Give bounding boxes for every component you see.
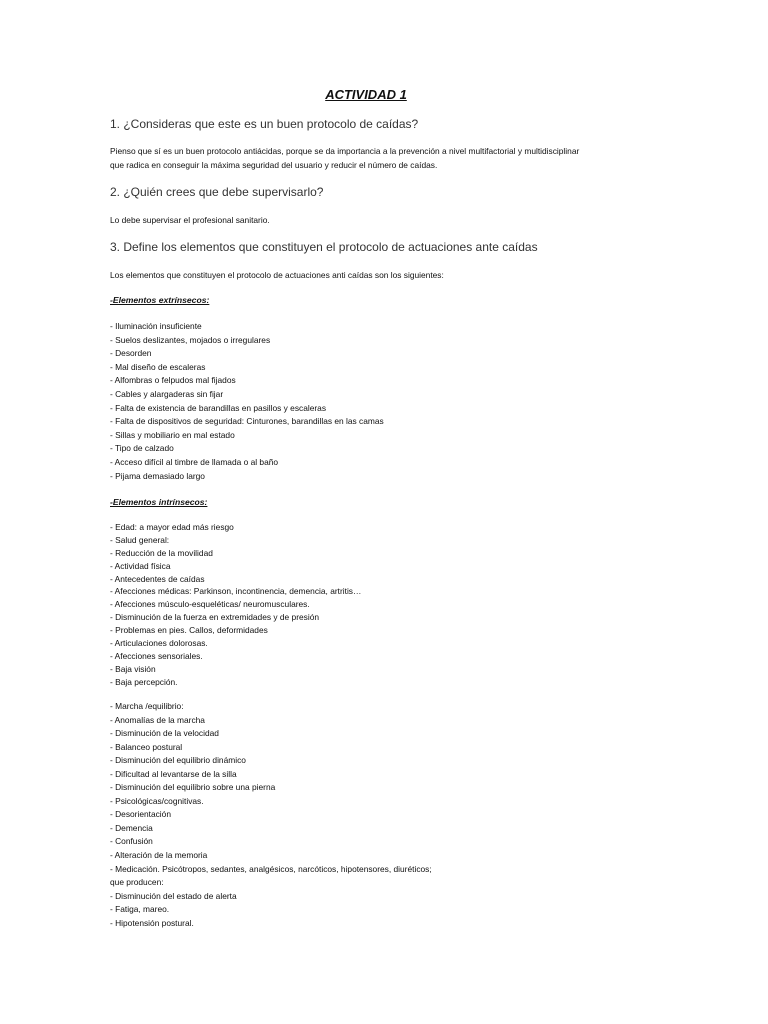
gait-item: que producen:: [110, 877, 164, 888]
gait-item: - Psicológicas/cognitivas.: [110, 795, 204, 806]
intrinsic-list: [110, 521, 361, 689]
extrinsic-item: - Iluminación insuficiente: [110, 321, 202, 331]
gait-item: - Disminución del equilibrio dinámico: [110, 755, 246, 766]
answer-3-intro: Los elementos que constituyen el protocolo de actuaciones anti caídas son los siguientes:: [110, 270, 444, 280]
intrinsic-item: - Afecciones médicas: Parkinson, incontinencia, demencia, artritis…: [110, 586, 362, 597]
intrinsic-item: - Articulaciones dolorosas.: [110, 638, 208, 649]
intrinsic-item: - Salud general:: [110, 534, 170, 545]
gait-item: - Alteración de la memoria: [110, 850, 208, 861]
question-1: 1. ¿Consideras que este es un buen protocolo de caídas?: [110, 117, 419, 131]
answer-1-line-1: Pienso que sí es un buen protocolo antiácidas, porque se da importancia a la prevención a nivel multifactorial y multidisciplinar: [110, 146, 580, 156]
intrinsic-item: - Afecciones músculo-esqueléticas/ neuromusculares.: [110, 599, 310, 610]
extrinsic-item: - Suelos deslizantes, mojados o irregulares: [110, 334, 271, 345]
gait-item: - Confusión: [110, 836, 153, 847]
intrinsic-heading: -Elementos intrínsecos:: [110, 497, 208, 507]
gait-item: - Disminución de la velocidad: [110, 728, 219, 739]
extrinsic-item: - Falta de dispositivos de seguridad: Cinturones, barandillas en las camas: [110, 416, 384, 427]
gait-list: [110, 700, 432, 930]
extrinsic-item: - Alfombras o felpudos mal fijados: [110, 375, 236, 386]
document-title: ACTIVIDAD 1: [325, 87, 407, 102]
extrinsic-list: [110, 320, 384, 483]
intrinsic-item: - Reducción de la movilidad: [110, 547, 213, 558]
gait-item: - Balanceo postural: [110, 741, 183, 752]
intrinsic-item: - Baja percepción.: [110, 676, 178, 687]
gait-item: - Marcha /equilibrio:: [110, 701, 184, 711]
intrinsic-item: - Disminución de la fuerza en extremidades y de presión: [110, 612, 320, 623]
gait-item: - Medicación. Psicótropos, sedantes, analgésicos, narcóticos, hipotensores, diuréticos;: [110, 863, 432, 874]
extrinsic-item: - Sillas y mobiliario en mal estado: [110, 429, 235, 440]
extrinsic-item: - Cables y alargaderas sin fijar: [110, 388, 224, 399]
gait-item: - Hipotensión postural.: [110, 917, 194, 928]
intrinsic-item: - Problemas en pies. Callos, deformidades: [110, 625, 268, 636]
extrinsic-item: - Pijama demasiado largo: [110, 470, 205, 481]
gait-item: - Disminución del equilibrio sobre una pierna: [110, 782, 276, 793]
extrinsic-item: - Tipo de calzado: [110, 443, 174, 454]
intrinsic-item: - Afecciones sensoriales.: [110, 650, 203, 661]
gait-item: - Desorientación: [110, 809, 171, 820]
extrinsic-item: - Desorden: [110, 348, 152, 359]
extrinsic-item: - Falta de existencia de barandillas en pasillos y escaleras: [110, 402, 327, 413]
extrinsic-heading: -Elementos extrínsecos:: [110, 295, 210, 305]
intrinsic-item: - Baja visión: [110, 663, 156, 674]
question-3: 3. Define los elementos que constituyen el protocolo de actuaciones ante caídas: [110, 240, 538, 254]
answer-2: Lo debe supervisar el profesional sanitario.: [110, 215, 270, 225]
gait-item: - Dificultad al levantarse de la silla: [110, 768, 237, 779]
answer-1-line-2: que radica en conseguir la máxima seguridad del usuario y reducir el número de caídas.: [110, 160, 438, 170]
question-2: 2. ¿Quién crees que debe supervisarlo?: [110, 185, 324, 199]
intrinsic-item: - Antecedentes de caídas: [110, 573, 205, 584]
gait-item: - Anomalías de la marcha: [110, 714, 205, 725]
gait-item: - Demencia: [110, 822, 153, 833]
extrinsic-item: - Mal diseño de escaleras: [110, 361, 206, 372]
gait-item: - Fatiga, mareo.: [110, 904, 170, 915]
extrinsic-item: - Acceso difícil al timbre de llamada o al baño: [110, 456, 279, 467]
intrinsic-item: - Actividad física: [110, 560, 171, 571]
intrinsic-item: - Edad: a mayor edad más riesgo: [110, 522, 234, 532]
gait-item: - Disminución del estado de alerta: [110, 890, 237, 901]
